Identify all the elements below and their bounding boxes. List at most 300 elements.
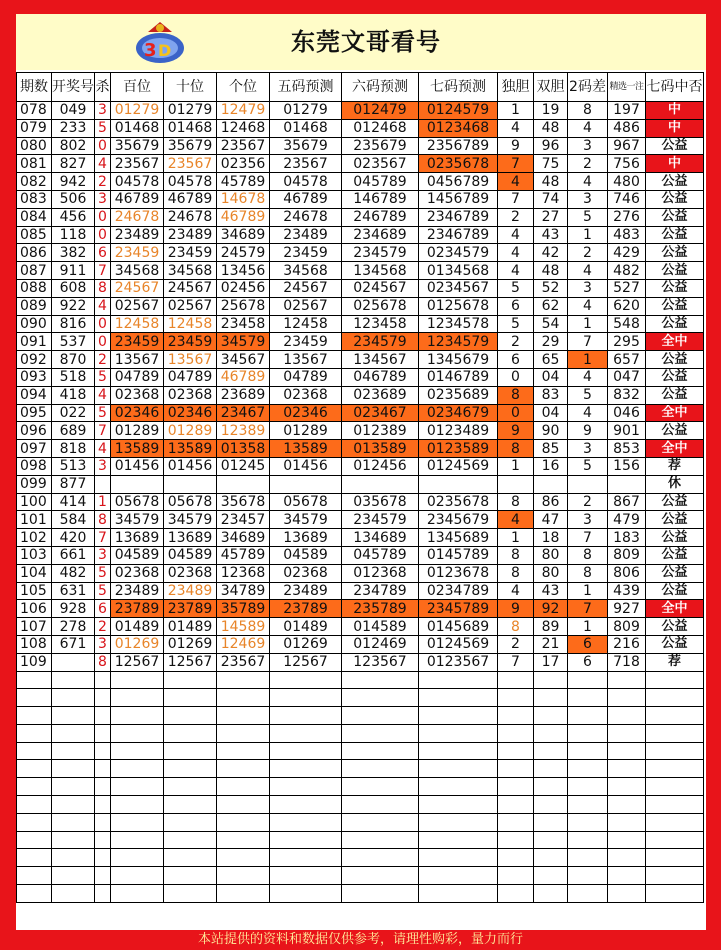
cell-kill-digit: 6 xyxy=(95,600,111,618)
cell-double-pick: 85 xyxy=(534,440,568,458)
cell-double-pick: 42 xyxy=(534,244,568,262)
empty-cell xyxy=(646,724,704,742)
empty-cell xyxy=(17,707,52,725)
empty-cell xyxy=(164,885,217,903)
cell-units xyxy=(217,475,270,493)
cell-issue: 098 xyxy=(17,457,52,475)
empty-cell xyxy=(217,831,270,849)
cell-five-code: 24567 xyxy=(270,279,342,297)
cell-tens: 34568 xyxy=(164,262,217,280)
cell-draw-number: 816 xyxy=(52,315,95,333)
empty-cell xyxy=(217,724,270,742)
cell-kill-digit: 4 xyxy=(95,386,111,404)
cell-selected-pick: 483 xyxy=(608,226,646,244)
cell-seven-code: 2346789 xyxy=(419,226,498,244)
empty-cell xyxy=(342,671,419,689)
cell-hundreds: 23489 xyxy=(111,582,164,600)
cell-draw-number: 518 xyxy=(52,368,95,386)
empty-cell xyxy=(608,867,646,885)
cell-five-code: 46789 xyxy=(270,190,342,208)
cell-six-code: 134567 xyxy=(342,351,419,369)
cell-tens: 02346 xyxy=(164,404,217,422)
empty-cell xyxy=(111,742,164,760)
cell-double-pick: 43 xyxy=(534,582,568,600)
cell-seven-code: 0456789 xyxy=(419,173,498,191)
cell-hundreds: 01269 xyxy=(111,635,164,653)
cell-selected-pick: 046 xyxy=(608,404,646,422)
empty-cell xyxy=(95,742,111,760)
table-row xyxy=(17,635,704,653)
cell-draw-number: 870 xyxy=(52,351,95,369)
empty-cell xyxy=(164,849,217,867)
empty-cell xyxy=(217,778,270,796)
table-row xyxy=(17,155,704,173)
cell-kill-digit: 4 xyxy=(95,155,111,173)
empty-cell xyxy=(111,867,164,885)
empty-cell xyxy=(17,724,52,742)
cell-kill-digit: 8 xyxy=(95,653,111,671)
cell-tens: 13589 xyxy=(164,440,217,458)
cell-two-code-diff: 5 xyxy=(568,386,608,404)
cell-kill-digit: 7 xyxy=(95,262,111,280)
col-header-hundreds: 百位 xyxy=(111,73,164,102)
empty-cell xyxy=(342,796,419,814)
table-row xyxy=(17,511,704,529)
cell-tens: 04589 xyxy=(164,546,217,564)
cell-tens: 12458 xyxy=(164,315,217,333)
cell-hundreds: 04578 xyxy=(111,173,164,191)
cell-single-pick: 4 xyxy=(498,244,534,262)
empty-cell xyxy=(111,778,164,796)
cell-units: 12368 xyxy=(217,564,270,582)
cell-hundreds: 34579 xyxy=(111,511,164,529)
cell-units: 23467 xyxy=(217,404,270,422)
cell-single-pick: 4 xyxy=(498,226,534,244)
cell-units: 02456 xyxy=(217,279,270,297)
cell-selected-pick: 047 xyxy=(608,368,646,386)
cell-six-code: 235789 xyxy=(342,600,419,618)
cell-seven-code: 0145789 xyxy=(419,546,498,564)
cell-hundreds: 46789 xyxy=(111,190,164,208)
cell-seven-code: 0123567 xyxy=(419,653,498,671)
cell-seven-code: 0124579 xyxy=(419,102,498,120)
cell-kill-digit: 4 xyxy=(95,297,111,315)
cell-six-code: 235679 xyxy=(342,137,419,155)
empty-cell xyxy=(568,849,608,867)
empty-cell xyxy=(534,742,568,760)
empty-cell xyxy=(342,831,419,849)
cell-two-code-diff: 7 xyxy=(568,529,608,547)
cell-seven-code: 0124569 xyxy=(419,635,498,653)
cell-tens: 23789 xyxy=(164,600,217,618)
empty-cell xyxy=(568,778,608,796)
cell-six-code: 234579 xyxy=(342,333,419,351)
empty-cell xyxy=(111,707,164,725)
cell-units: 45789 xyxy=(217,173,270,191)
cell-five-code: 04578 xyxy=(270,173,342,191)
col-header-units: 个位 xyxy=(217,73,270,102)
cell-double-pick: 96 xyxy=(534,137,568,155)
cell-selected-pick: 809 xyxy=(608,618,646,636)
header-row xyxy=(17,73,704,102)
empty-row xyxy=(17,831,704,849)
cell-issue: 099 xyxy=(17,475,52,493)
table-row xyxy=(17,404,704,422)
table-row xyxy=(17,368,704,386)
empty-cell xyxy=(95,831,111,849)
cell-two-code-diff: 6 xyxy=(568,653,608,671)
cell-two-code-diff: 2 xyxy=(568,155,608,173)
cell-units: 01358 xyxy=(217,440,270,458)
cell-issue: 082 xyxy=(17,173,52,191)
cell-kill-digit: 3 xyxy=(95,546,111,564)
cell-tens: 02567 xyxy=(164,297,217,315)
cell-kill-digit: 5 xyxy=(95,564,111,582)
cell-issue: 078 xyxy=(17,102,52,120)
cell-issue: 087 xyxy=(17,262,52,280)
empty-cell xyxy=(217,707,270,725)
empty-row xyxy=(17,885,704,903)
empty-cell xyxy=(419,796,498,814)
cell-hundreds: 02368 xyxy=(111,564,164,582)
cell-tens: 01468 xyxy=(164,119,217,137)
cell-kill-digit: 2 xyxy=(95,173,111,191)
cell-five-code xyxy=(270,475,342,493)
empty-cell xyxy=(342,867,419,885)
cell-double-pick: 74 xyxy=(534,190,568,208)
empty-cell xyxy=(270,707,342,725)
cell-seven-code: 2345789 xyxy=(419,600,498,618)
cell-single-pick: 6 xyxy=(498,297,534,315)
cell-result: 荐 xyxy=(646,457,704,475)
cell-single-pick: 2 xyxy=(498,333,534,351)
cell-draw-number: 049 xyxy=(52,102,95,120)
empty-cell xyxy=(52,867,95,885)
empty-cell xyxy=(17,885,52,903)
cell-six-code: 012389 xyxy=(342,422,419,440)
cell-six-code: 234579 xyxy=(342,511,419,529)
cell-double-pick: 48 xyxy=(534,262,568,280)
cell-result: 公益 xyxy=(646,529,704,547)
cell-five-code: 01289 xyxy=(270,422,342,440)
empty-row xyxy=(17,778,704,796)
empty-cell xyxy=(498,707,534,725)
empty-cell xyxy=(568,796,608,814)
cell-issue: 089 xyxy=(17,297,52,315)
cell-six-code: 146789 xyxy=(342,190,419,208)
empty-cell xyxy=(217,849,270,867)
cell-units: 13456 xyxy=(217,262,270,280)
cell-issue: 096 xyxy=(17,422,52,440)
cell-six-code: 246789 xyxy=(342,208,419,226)
cell-issue: 107 xyxy=(17,618,52,636)
empty-cell xyxy=(498,831,534,849)
cell-six-code: 045789 xyxy=(342,173,419,191)
cell-six-code: 013589 xyxy=(342,440,419,458)
empty-cell xyxy=(419,689,498,707)
empty-cell xyxy=(419,867,498,885)
cell-result: 荐 xyxy=(646,653,704,671)
cell-result: 公益 xyxy=(646,564,704,582)
empty-row xyxy=(17,849,704,867)
cell-draw-number: 414 xyxy=(52,493,95,511)
cell-two-code-diff: 7 xyxy=(568,333,608,351)
cell-tens: 02368 xyxy=(164,564,217,582)
cell-issue: 080 xyxy=(17,137,52,155)
cell-double-pick: 47 xyxy=(534,511,568,529)
cell-units: 23567 xyxy=(217,653,270,671)
cell-hundreds: 23459 xyxy=(111,333,164,351)
table-row xyxy=(17,440,704,458)
cell-result: 公益 xyxy=(646,546,704,564)
cell-two-code-diff: 5 xyxy=(568,208,608,226)
table-row xyxy=(17,226,704,244)
empty-cell xyxy=(270,778,342,796)
empty-cell xyxy=(270,831,342,849)
cell-kill-digit: 5 xyxy=(95,119,111,137)
cell-six-code: 123567 xyxy=(342,653,419,671)
col-header-tens: 十位 xyxy=(164,73,217,102)
cell-six-code: 234689 xyxy=(342,226,419,244)
cell-draw-number: 661 xyxy=(52,546,95,564)
cell-selected-pick: 482 xyxy=(608,262,646,280)
cell-draw-number xyxy=(52,653,95,671)
cell-five-code: 02368 xyxy=(270,386,342,404)
cell-selected-pick: 548 xyxy=(608,315,646,333)
table-row xyxy=(17,137,704,155)
empty-cell xyxy=(534,831,568,849)
empty-cell xyxy=(646,707,704,725)
empty-row xyxy=(17,671,704,689)
col-header-five-code: 五码预测 xyxy=(270,73,342,102)
cell-selected-pick: 197 xyxy=(608,102,646,120)
cell-single-pick: 4 xyxy=(498,582,534,600)
cell-units: 23689 xyxy=(217,386,270,404)
empty-cell xyxy=(17,778,52,796)
cell-seven-code: 0124569 xyxy=(419,457,498,475)
cell-issue: 081 xyxy=(17,155,52,173)
cell-result: 公益 xyxy=(646,635,704,653)
empty-cell xyxy=(111,689,164,707)
cell-issue: 093 xyxy=(17,368,52,386)
table-row xyxy=(17,351,704,369)
empty-cell xyxy=(164,831,217,849)
cell-single-pick: 9 xyxy=(498,600,534,618)
empty-cell xyxy=(568,707,608,725)
table-row xyxy=(17,190,704,208)
cell-selected-pick: 901 xyxy=(608,422,646,440)
cell-issue: 088 xyxy=(17,279,52,297)
cell-two-code-diff: 4 xyxy=(568,368,608,386)
cell-single-pick: 7 xyxy=(498,155,534,173)
cell-two-code-diff: 2 xyxy=(568,244,608,262)
empty-cell xyxy=(270,867,342,885)
cell-issue: 104 xyxy=(17,564,52,582)
cell-result: 公益 xyxy=(646,279,704,297)
empty-cell xyxy=(646,778,704,796)
cell-six-code: 023467 xyxy=(342,404,419,422)
cell-hundreds: 04589 xyxy=(111,546,164,564)
empty-cell xyxy=(646,831,704,849)
cell-hundreds: 34568 xyxy=(111,262,164,280)
empty-cell xyxy=(608,707,646,725)
col-header-issue: 期数 xyxy=(17,73,52,102)
empty-cell xyxy=(568,813,608,831)
empty-cell xyxy=(419,849,498,867)
empty-cell xyxy=(498,796,534,814)
cell-result: 公益 xyxy=(646,368,704,386)
cell-tens: 23567 xyxy=(164,155,217,173)
empty-cell xyxy=(270,689,342,707)
empty-cell xyxy=(111,885,164,903)
empty-cell xyxy=(164,689,217,707)
empty-cell xyxy=(111,831,164,849)
empty-cell xyxy=(534,885,568,903)
cell-result: 公益 xyxy=(646,190,704,208)
cell-five-code: 23459 xyxy=(270,333,342,351)
empty-cell xyxy=(164,671,217,689)
col-header-seven-code-result: 七码中否 xyxy=(646,73,704,102)
cell-units: 46789 xyxy=(217,368,270,386)
empty-cell xyxy=(608,849,646,867)
empty-cell xyxy=(270,671,342,689)
table-row xyxy=(17,529,704,547)
cell-units: 12469 xyxy=(217,635,270,653)
cell-draw-number: 382 xyxy=(52,244,95,262)
cell-single-pick: 8 xyxy=(498,564,534,582)
table-row xyxy=(17,457,704,475)
table-row xyxy=(17,582,704,600)
cell-two-code-diff: 4 xyxy=(568,297,608,315)
empty-cell xyxy=(608,885,646,903)
cell-two-code-diff xyxy=(568,475,608,493)
cell-selected-pick: 295 xyxy=(608,333,646,351)
table-row xyxy=(17,244,704,262)
empty-row xyxy=(17,813,704,831)
table-row xyxy=(17,173,704,191)
empty-cell xyxy=(568,885,608,903)
cell-draw-number: 022 xyxy=(52,404,95,422)
cell-selected-pick: 867 xyxy=(608,493,646,511)
cell-result: 中 xyxy=(646,155,704,173)
empty-cell xyxy=(164,707,217,725)
empty-cell xyxy=(52,885,95,903)
cell-single-pick: 4 xyxy=(498,173,534,191)
cell-hundreds: 23789 xyxy=(111,600,164,618)
cell-two-code-diff: 5 xyxy=(568,457,608,475)
cell-seven-code: 0234579 xyxy=(419,244,498,262)
empty-cell xyxy=(568,831,608,849)
empty-cell xyxy=(498,689,534,707)
cell-draw-number: 922 xyxy=(52,297,95,315)
cell-double-pick: 80 xyxy=(534,546,568,564)
empty-cell xyxy=(534,778,568,796)
cell-result: 中 xyxy=(646,119,704,137)
table-row xyxy=(17,119,704,137)
empty-cell xyxy=(217,885,270,903)
cell-single-pick: 8 xyxy=(498,386,534,404)
cell-issue: 105 xyxy=(17,582,52,600)
cell-double-pick xyxy=(534,475,568,493)
empty-cell xyxy=(419,671,498,689)
table-row xyxy=(17,102,704,120)
cell-hundreds: 24567 xyxy=(111,279,164,297)
cell-tens: 01456 xyxy=(164,457,217,475)
empty-cell xyxy=(95,885,111,903)
empty-cell xyxy=(534,689,568,707)
cell-result: 公益 xyxy=(646,351,704,369)
empty-cell xyxy=(17,831,52,849)
cell-two-code-diff: 3 xyxy=(568,137,608,155)
cell-five-code: 12458 xyxy=(270,315,342,333)
cell-kill-digit: 5 xyxy=(95,404,111,422)
empty-cell xyxy=(498,742,534,760)
cell-issue: 079 xyxy=(17,119,52,137)
empty-cell xyxy=(52,778,95,796)
table-row xyxy=(17,653,704,671)
cell-double-pick: 92 xyxy=(534,600,568,618)
empty-cell xyxy=(498,813,534,831)
cell-two-code-diff: 1 xyxy=(568,582,608,600)
empty-cell xyxy=(646,813,704,831)
col-header-selected-pick: 精选一注 xyxy=(608,73,646,102)
empty-cell xyxy=(498,671,534,689)
cell-six-code: 012468 xyxy=(342,119,419,137)
cell-kill-digit: 0 xyxy=(95,333,111,351)
cell-double-pick: 54 xyxy=(534,315,568,333)
cell-kill-digit: 7 xyxy=(95,422,111,440)
empty-cell xyxy=(217,689,270,707)
empty-cell xyxy=(646,867,704,885)
cell-six-code: 014589 xyxy=(342,618,419,636)
empty-cell xyxy=(17,796,52,814)
cell-single-pick: 0 xyxy=(498,404,534,422)
empty-cell xyxy=(534,867,568,885)
cell-seven-code: 1345679 xyxy=(419,351,498,369)
cell-five-code: 23789 xyxy=(270,600,342,618)
cell-kill-digit: 3 xyxy=(95,190,111,208)
cell-kill-digit: 6 xyxy=(95,244,111,262)
empty-cell xyxy=(342,724,419,742)
empty-cell xyxy=(52,849,95,867)
cell-issue: 090 xyxy=(17,315,52,333)
empty-cell xyxy=(568,867,608,885)
cell-tens: 24567 xyxy=(164,279,217,297)
cell-two-code-diff: 1 xyxy=(568,315,608,333)
empty-cell xyxy=(111,671,164,689)
cell-selected-pick: 756 xyxy=(608,155,646,173)
empty-cell xyxy=(608,742,646,760)
cell-seven-code: 0145689 xyxy=(419,618,498,636)
empty-cell xyxy=(52,813,95,831)
cell-double-pick: 17 xyxy=(534,653,568,671)
cell-five-code: 01456 xyxy=(270,457,342,475)
cell-single-pick: 0 xyxy=(498,368,534,386)
cell-units: 02356 xyxy=(217,155,270,173)
empty-cell xyxy=(111,813,164,831)
empty-cell xyxy=(52,742,95,760)
cell-units: 01245 xyxy=(217,457,270,475)
cell-hundreds: 13589 xyxy=(111,440,164,458)
cell-seven-code: 0234789 xyxy=(419,582,498,600)
cell-double-pick: 04 xyxy=(534,404,568,422)
empty-cell xyxy=(111,796,164,814)
empty-cell xyxy=(534,760,568,778)
cell-five-code: 04589 xyxy=(270,546,342,564)
cell-single-pick xyxy=(498,475,534,493)
empty-cell xyxy=(164,778,217,796)
empty-cell xyxy=(568,689,608,707)
